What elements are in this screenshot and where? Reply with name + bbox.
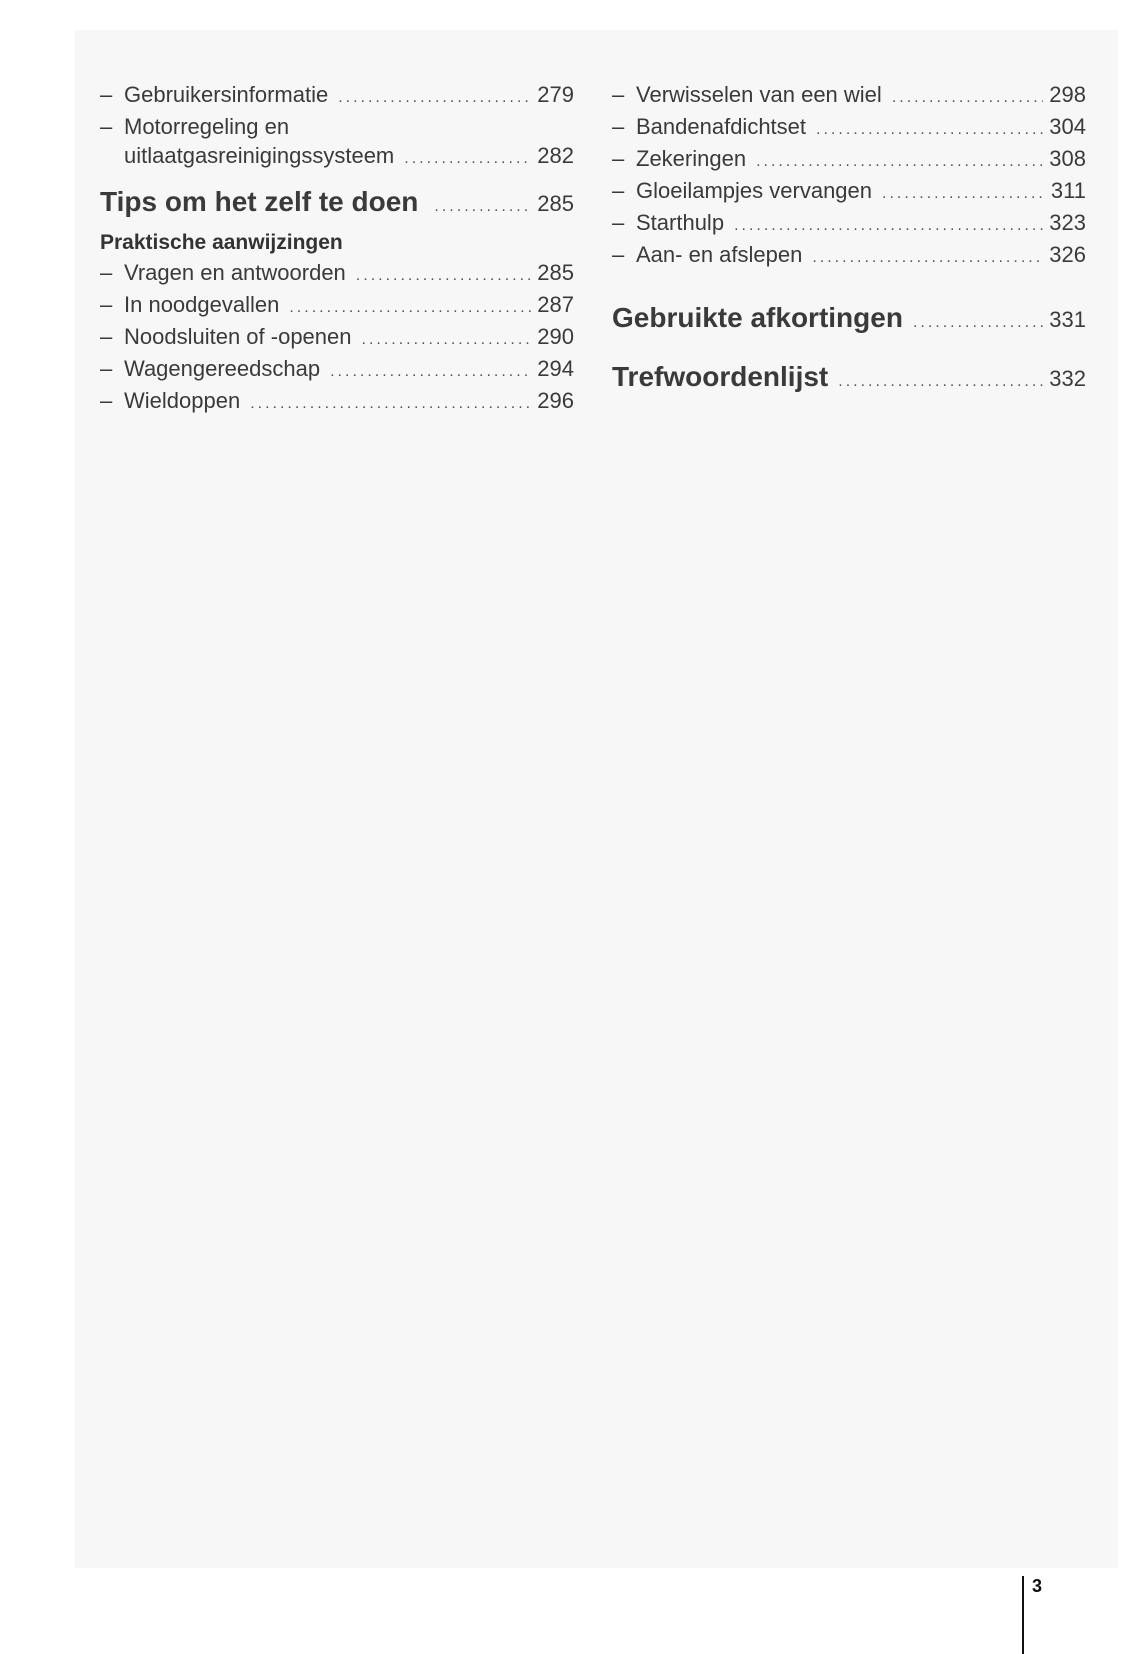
entry-label: Zekeringen — [636, 146, 747, 171]
entry-label: Noodsluiten of -openen — [124, 324, 352, 349]
toc-section-heading[interactable] — [612, 302, 1086, 334]
entry-page-number: 285 — [537, 260, 574, 285]
section-heading-page-number: 331 — [1049, 307, 1086, 332]
entry-label: Gloeilampjes vervangen — [636, 178, 873, 203]
entry-page-number: 290 — [537, 324, 574, 349]
dot-leader — [362, 325, 532, 354]
toc-entry[interactable] — [100, 112, 574, 141]
entry-label: Starthulp — [636, 210, 725, 235]
entry-dash: – — [100, 388, 113, 413]
section-heading-label: Trefwoordenlijst — [612, 361, 829, 392]
toc-entry[interactable] — [100, 354, 574, 386]
dot-leader — [892, 83, 1043, 112]
section-heading-label: Tips om het zelf te doen — [100, 186, 419, 217]
toc-entry[interactable] — [612, 208, 1086, 240]
entry-label: Bandenafdichtset — [636, 114, 807, 139]
dot-leader — [404, 144, 531, 173]
entry-label: Vragen en antwoorden — [124, 260, 346, 285]
entry-page-number: 294 — [537, 356, 574, 381]
dot-leader — [356, 261, 531, 290]
entry-dash: – — [100, 292, 113, 317]
entry-label: Aan- en afslepen — [636, 242, 803, 267]
toc-entry[interactable] — [612, 176, 1086, 208]
entry-page-number: 304 — [1049, 114, 1086, 139]
toc-subheading: Praktische aanwijzingen — [100, 231, 343, 254]
entry-dash: – — [100, 324, 113, 349]
toc-section-heading[interactable] — [612, 361, 1086, 393]
toc-entry[interactable] — [100, 322, 574, 354]
entry-dash: – — [612, 146, 625, 171]
dot-leader — [289, 293, 531, 322]
toc-entry[interactable] — [612, 144, 1086, 176]
section-heading-page-number: 285 — [537, 191, 574, 216]
entry-dash: – — [612, 242, 625, 267]
entry-label: Verwisselen van een wiel — [636, 82, 882, 107]
toc-entry[interactable] — [612, 80, 1086, 112]
toc-right-column — [612, 80, 1086, 393]
toc-left-column — [100, 80, 574, 418]
entry-dash: – — [612, 210, 625, 235]
dot-leader — [756, 147, 1043, 176]
toc-entry[interactable] — [100, 386, 574, 418]
entry-dash: – — [100, 356, 113, 381]
toc-entry[interactable] — [100, 290, 574, 322]
toc-entry[interactable] — [100, 258, 574, 290]
entry-label: uitlaatgasreinigingssysteem — [124, 143, 395, 168]
toc-entry-continuation[interactable] — [100, 141, 574, 173]
dot-leader — [338, 83, 531, 112]
entry-page-number: 287 — [537, 292, 574, 317]
section-heading-page-number: 332 — [1049, 366, 1086, 391]
dot-leader — [734, 211, 1043, 240]
dot-leader — [838, 373, 1043, 391]
entry-label: Wagengereedschap — [124, 356, 321, 381]
entry-page-number: 296 — [537, 388, 574, 413]
entry-dash: – — [100, 114, 113, 139]
entry-label: Gebruikersinformatie — [124, 82, 329, 107]
entry-dash: – — [100, 260, 113, 285]
entry-dash: – — [612, 82, 625, 107]
entry-label: Wieldoppen — [124, 388, 241, 413]
dot-leader — [250, 389, 531, 418]
dot-leader — [816, 115, 1043, 144]
entry-label: Motorregeling en — [124, 114, 290, 139]
entry-page-number: 308 — [1049, 146, 1086, 171]
dot-leader — [330, 357, 531, 386]
section-heading-label: Gebruikte afkortingen — [612, 302, 903, 333]
entry-page-number: 311 — [1050, 178, 1086, 203]
entry-dash: – — [612, 114, 625, 139]
entry-page-number: 282 — [537, 143, 574, 168]
entry-label: In noodgevallen — [124, 292, 280, 317]
toc-section-heading[interactable] — [100, 186, 574, 218]
entry-page-number: 279 — [537, 82, 574, 107]
dot-leader — [812, 243, 1043, 272]
page-number-rule — [1022, 1576, 1024, 1654]
toc-entry[interactable] — [100, 80, 574, 112]
dot-leader — [913, 314, 1043, 332]
entry-page-number: 298 — [1049, 82, 1086, 107]
entry-page-number: 326 — [1049, 242, 1086, 267]
dot-leader — [882, 179, 1045, 208]
entry-page-number: 323 — [1049, 210, 1086, 235]
dot-leader — [434, 198, 531, 216]
entry-dash: – — [100, 82, 113, 107]
page-number: 3 — [1032, 1576, 1043, 1596]
toc-entry[interactable] — [612, 240, 1086, 272]
toc-entry[interactable] — [612, 112, 1086, 144]
entry-dash: – — [612, 178, 625, 203]
